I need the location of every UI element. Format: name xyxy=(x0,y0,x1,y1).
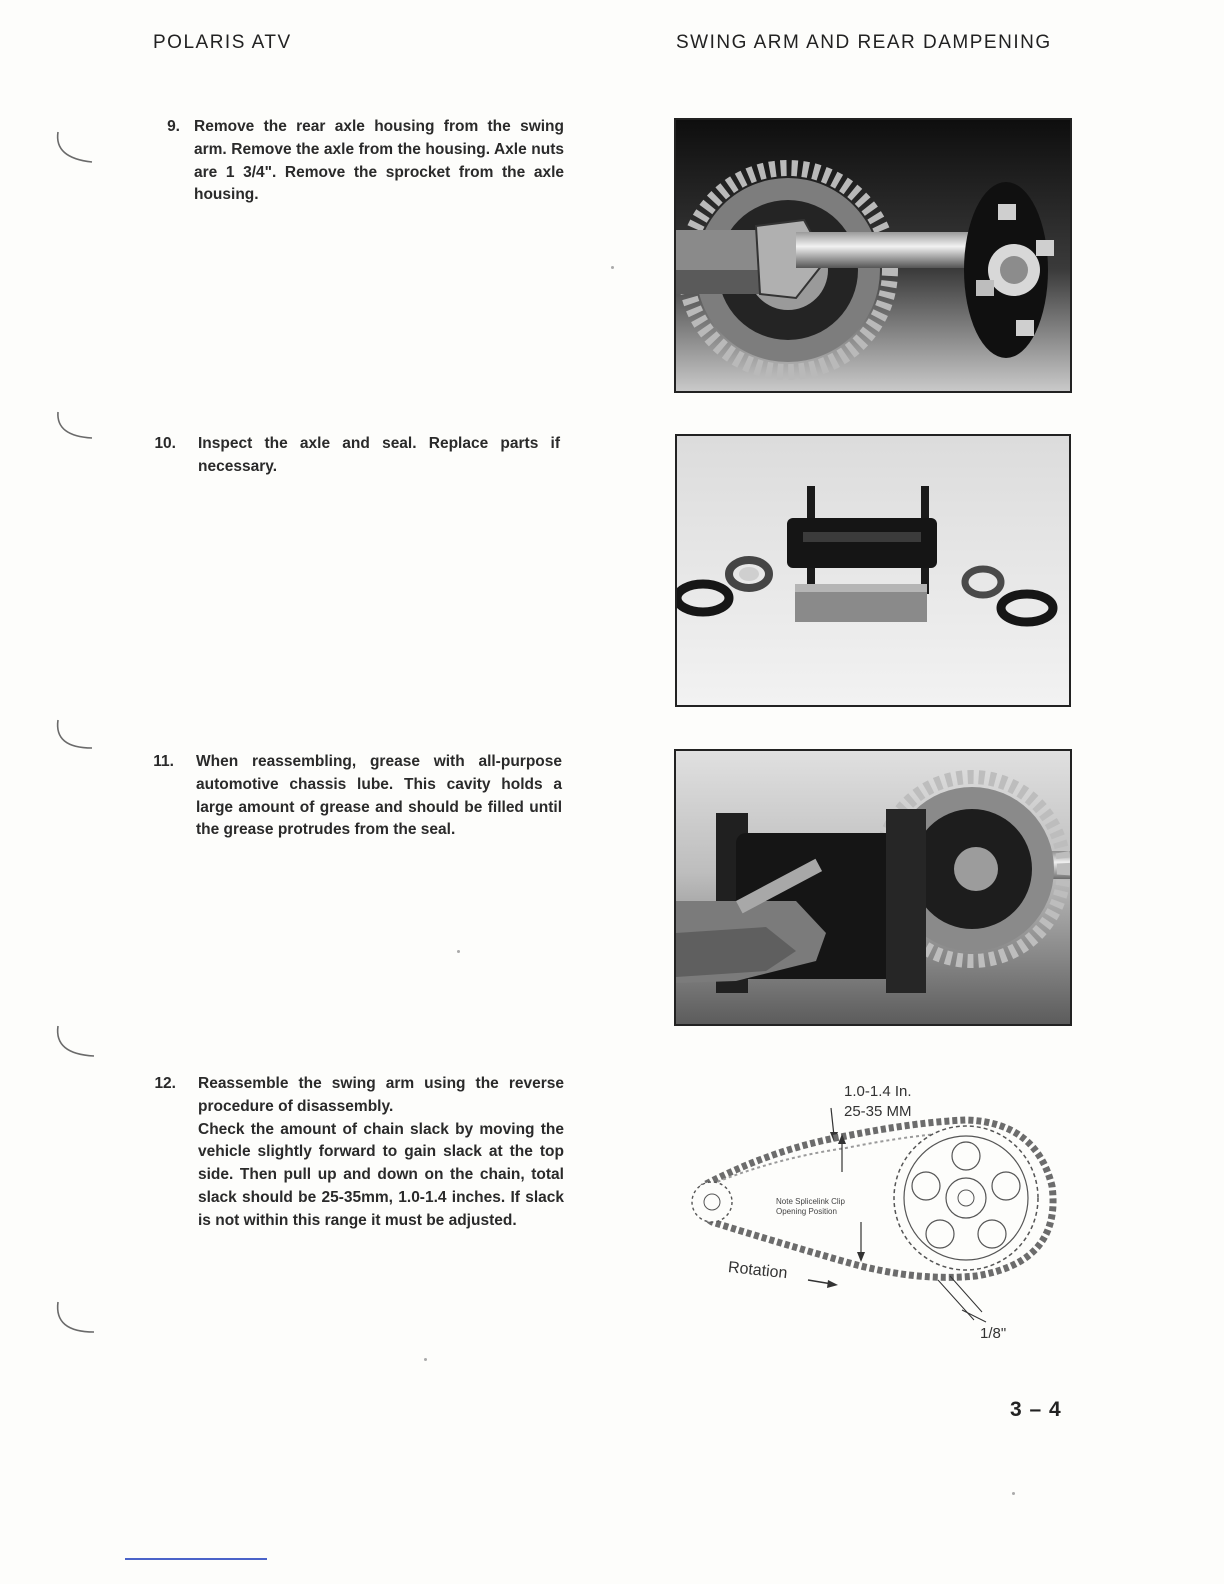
step-text: When reassembling, grease with all-purpose automotive chassis lube. This cavity holds a large amount of grease and should be filled until the grease protrudes from the seal. xyxy=(196,753,562,839)
photo-axle-and-seals xyxy=(675,434,1071,707)
step-text: Inspect the axle and seal. Replace parts if necessary. xyxy=(198,435,560,475)
scan-speck xyxy=(611,266,614,269)
step-text: Remove the rear axle housing from the swing arm. Remove the axle from the housing. Axle nuts are 1 3/4". Remove the sprocket from the axle housing. xyxy=(194,118,564,204)
label-note-line1: Note Splicelink Clip xyxy=(776,1197,845,1206)
photo-greasing-housing xyxy=(674,749,1072,1026)
header-left-title: POLARIS ATV xyxy=(153,32,292,53)
step-text: Reassemble the swing arm using the reverse procedure of disassembly. xyxy=(198,1075,564,1115)
binder-mark xyxy=(52,408,98,454)
footer-rule xyxy=(125,1558,267,1560)
label-rotation: Rotation xyxy=(727,1259,789,1283)
binder-mark xyxy=(52,1298,98,1344)
binder-mark xyxy=(52,1022,98,1068)
step-11 xyxy=(140,751,562,842)
scan-speck xyxy=(424,1358,427,1361)
step-12 xyxy=(142,1073,564,1233)
step-text-continued: Check the amount of chain slack by moving the vehicle slightly forward to gain slack at the top side. Then pull up and down on the chain, total slack should be 25-35mm, 1.0-1.4 inches. If slack is not within this range it must be adjusted. xyxy=(198,1120,564,1229)
binder-mark xyxy=(52,128,98,174)
label-note-line2: Opening Position xyxy=(776,1207,837,1216)
page-number: 3 – 4 xyxy=(1010,1398,1062,1421)
label-slack-mm: 25-35 MM xyxy=(844,1103,912,1120)
step-number: 12. xyxy=(154,1075,176,1092)
header-right-title: SWING ARM AND REAR DAMPENING xyxy=(676,32,1052,53)
scan-speck xyxy=(1012,1492,1015,1495)
step-9 xyxy=(146,116,564,207)
scan-speck xyxy=(457,950,460,953)
step-number: 9. xyxy=(167,118,180,135)
binder-mark xyxy=(52,716,98,762)
step-number: 10. xyxy=(154,435,176,452)
step-number: 11. xyxy=(153,753,174,770)
photo-axle-housing xyxy=(674,118,1072,393)
chain-slack-diagram xyxy=(676,1076,1076,1348)
label-offset: 1/8" xyxy=(980,1325,1007,1342)
step-10 xyxy=(142,433,560,479)
label-slack-inches: 1.0-1.4 In. xyxy=(844,1083,912,1100)
